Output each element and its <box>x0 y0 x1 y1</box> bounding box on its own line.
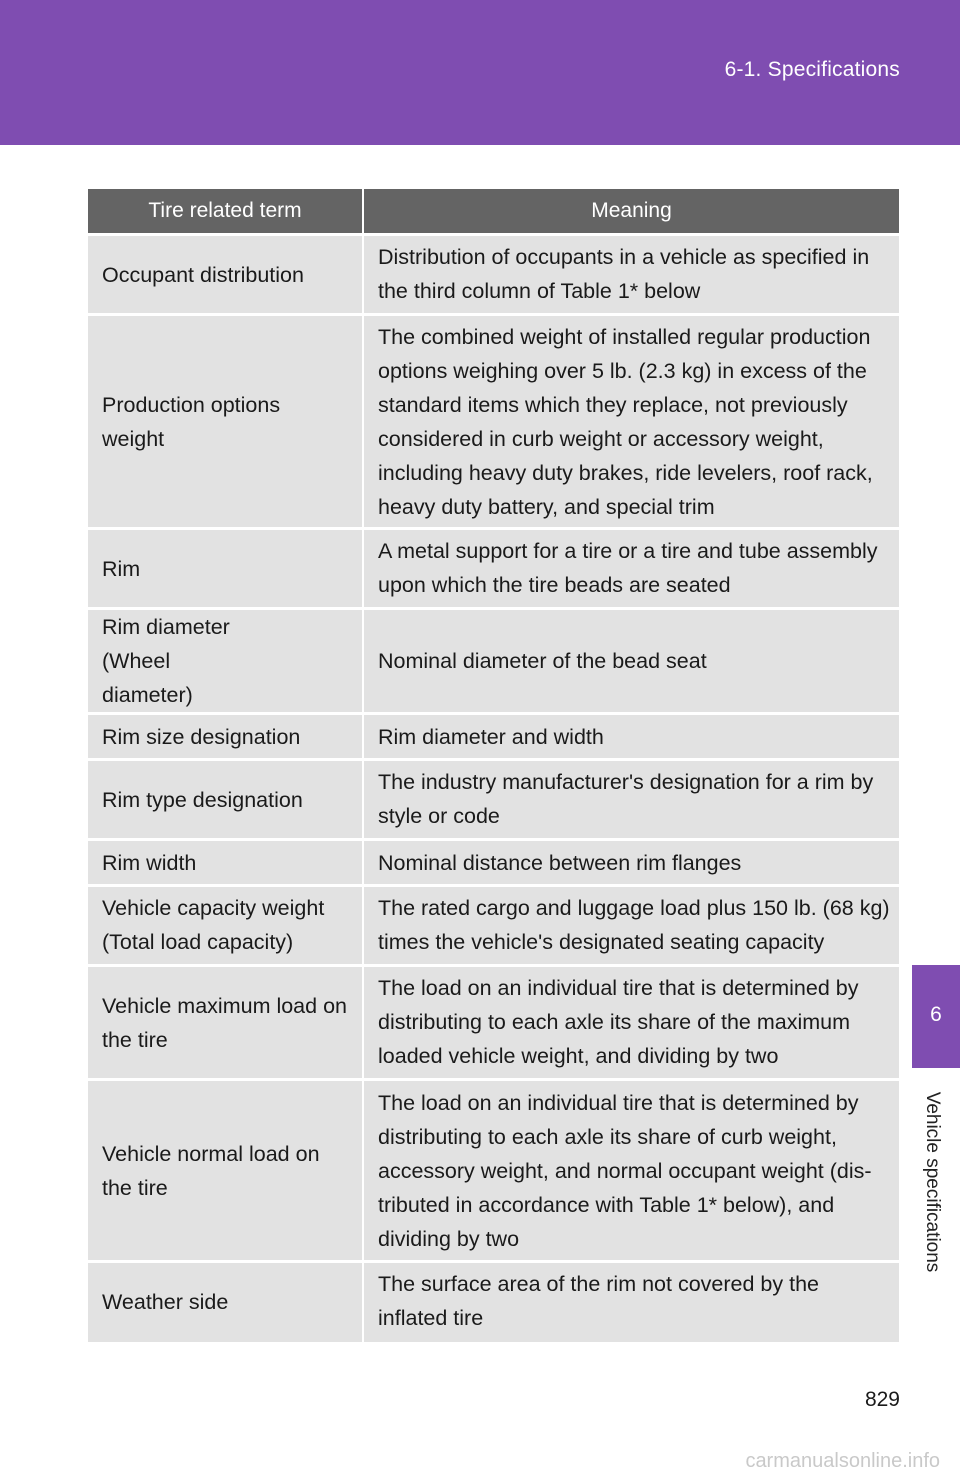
chapter-tab <box>912 965 960 1068</box>
table-row <box>88 1262 899 1342</box>
chapter-number: 6 <box>930 1003 942 1026</box>
header-band <box>0 0 960 145</box>
meaning-cell: The load on an individual tire that is determined by distributing to each axle its share of curb weight, accessory weight, and normal occupant weight (dis-tributed in accordance with Table 1* below), and dividing by two <box>363 1080 899 1262</box>
table-row <box>88 966 899 1080</box>
term-cell: Vehicle normal load on the tire <box>88 1080 363 1262</box>
table-row <box>88 529 899 609</box>
table-row <box>88 714 899 760</box>
table-row <box>88 886 899 966</box>
meaning-cell: The load on an individual tire that is determined by distributing to each axle its share of the maximum loaded vehicle weight, and dividing by two <box>363 966 899 1080</box>
meaning-cell: Nominal distance between rim flanges <box>363 840 899 886</box>
term-cell: Rim <box>88 529 363 609</box>
page-number: 829 <box>864 1388 900 1411</box>
table-row <box>88 760 899 840</box>
table-row <box>88 1080 899 1262</box>
column-header-term: Tire related term <box>88 189 363 235</box>
term-cell: Vehicle capacity weight (Total load capacity) <box>88 886 363 966</box>
term-cell: Occupant distribution <box>88 235 363 315</box>
table-row <box>88 840 899 886</box>
tire-terms-table <box>88 189 899 1342</box>
meaning-cell: Distribution of occupants in a vehicle as specified in the third column of Table 1* below <box>363 235 899 315</box>
term-cell: Rim width <box>88 840 363 886</box>
meaning-cell: The surface area of the rim not covered by the inflated tire <box>363 1262 899 1342</box>
chapter-label: Vehicle specifications <box>922 1091 943 1273</box>
table-row <box>88 315 899 529</box>
term-cell: Rim diameter (Wheel diameter) <box>88 609 363 714</box>
term-cell: Vehicle maximum load on the tire <box>88 966 363 1080</box>
term-cell: Rim size designation <box>88 714 363 760</box>
term-cell: Weather side <box>88 1262 363 1342</box>
meaning-cell: The combined weight of installed regular production options weighing over 5 lb. (2.3 kg) in excess of the standard items which they replace, not previously considered in curb weight or accessory weight, including heavy duty brakes, ride levelers, roof rack, heavy duty battery, and special trim <box>363 315 899 529</box>
term-cell: Rim type designation <box>88 760 363 840</box>
table-row <box>88 235 899 315</box>
table-row <box>88 609 899 714</box>
table-header-row <box>88 189 899 235</box>
column-header-meaning: Meaning <box>363 189 899 235</box>
term-cell: Production options weight <box>88 315 363 529</box>
watermark: carmanualsonline.info <box>745 1450 940 1472</box>
meaning-cell: The industry manufacturer's designation for a rim by style or code <box>363 760 899 840</box>
meaning-cell: The rated cargo and luggage load plus 150 lb. (68 kg) times the vehicle's designated seating capacity <box>363 886 899 966</box>
section-title: 6-1. Specifications <box>724 58 900 81</box>
meaning-cell: Rim diameter and width <box>363 714 899 760</box>
meaning-cell: Nominal diameter of the bead seat <box>363 609 899 714</box>
meaning-cell: A metal support for a tire or a tire and tube assembly upon which the tire beads are seated <box>363 529 899 609</box>
